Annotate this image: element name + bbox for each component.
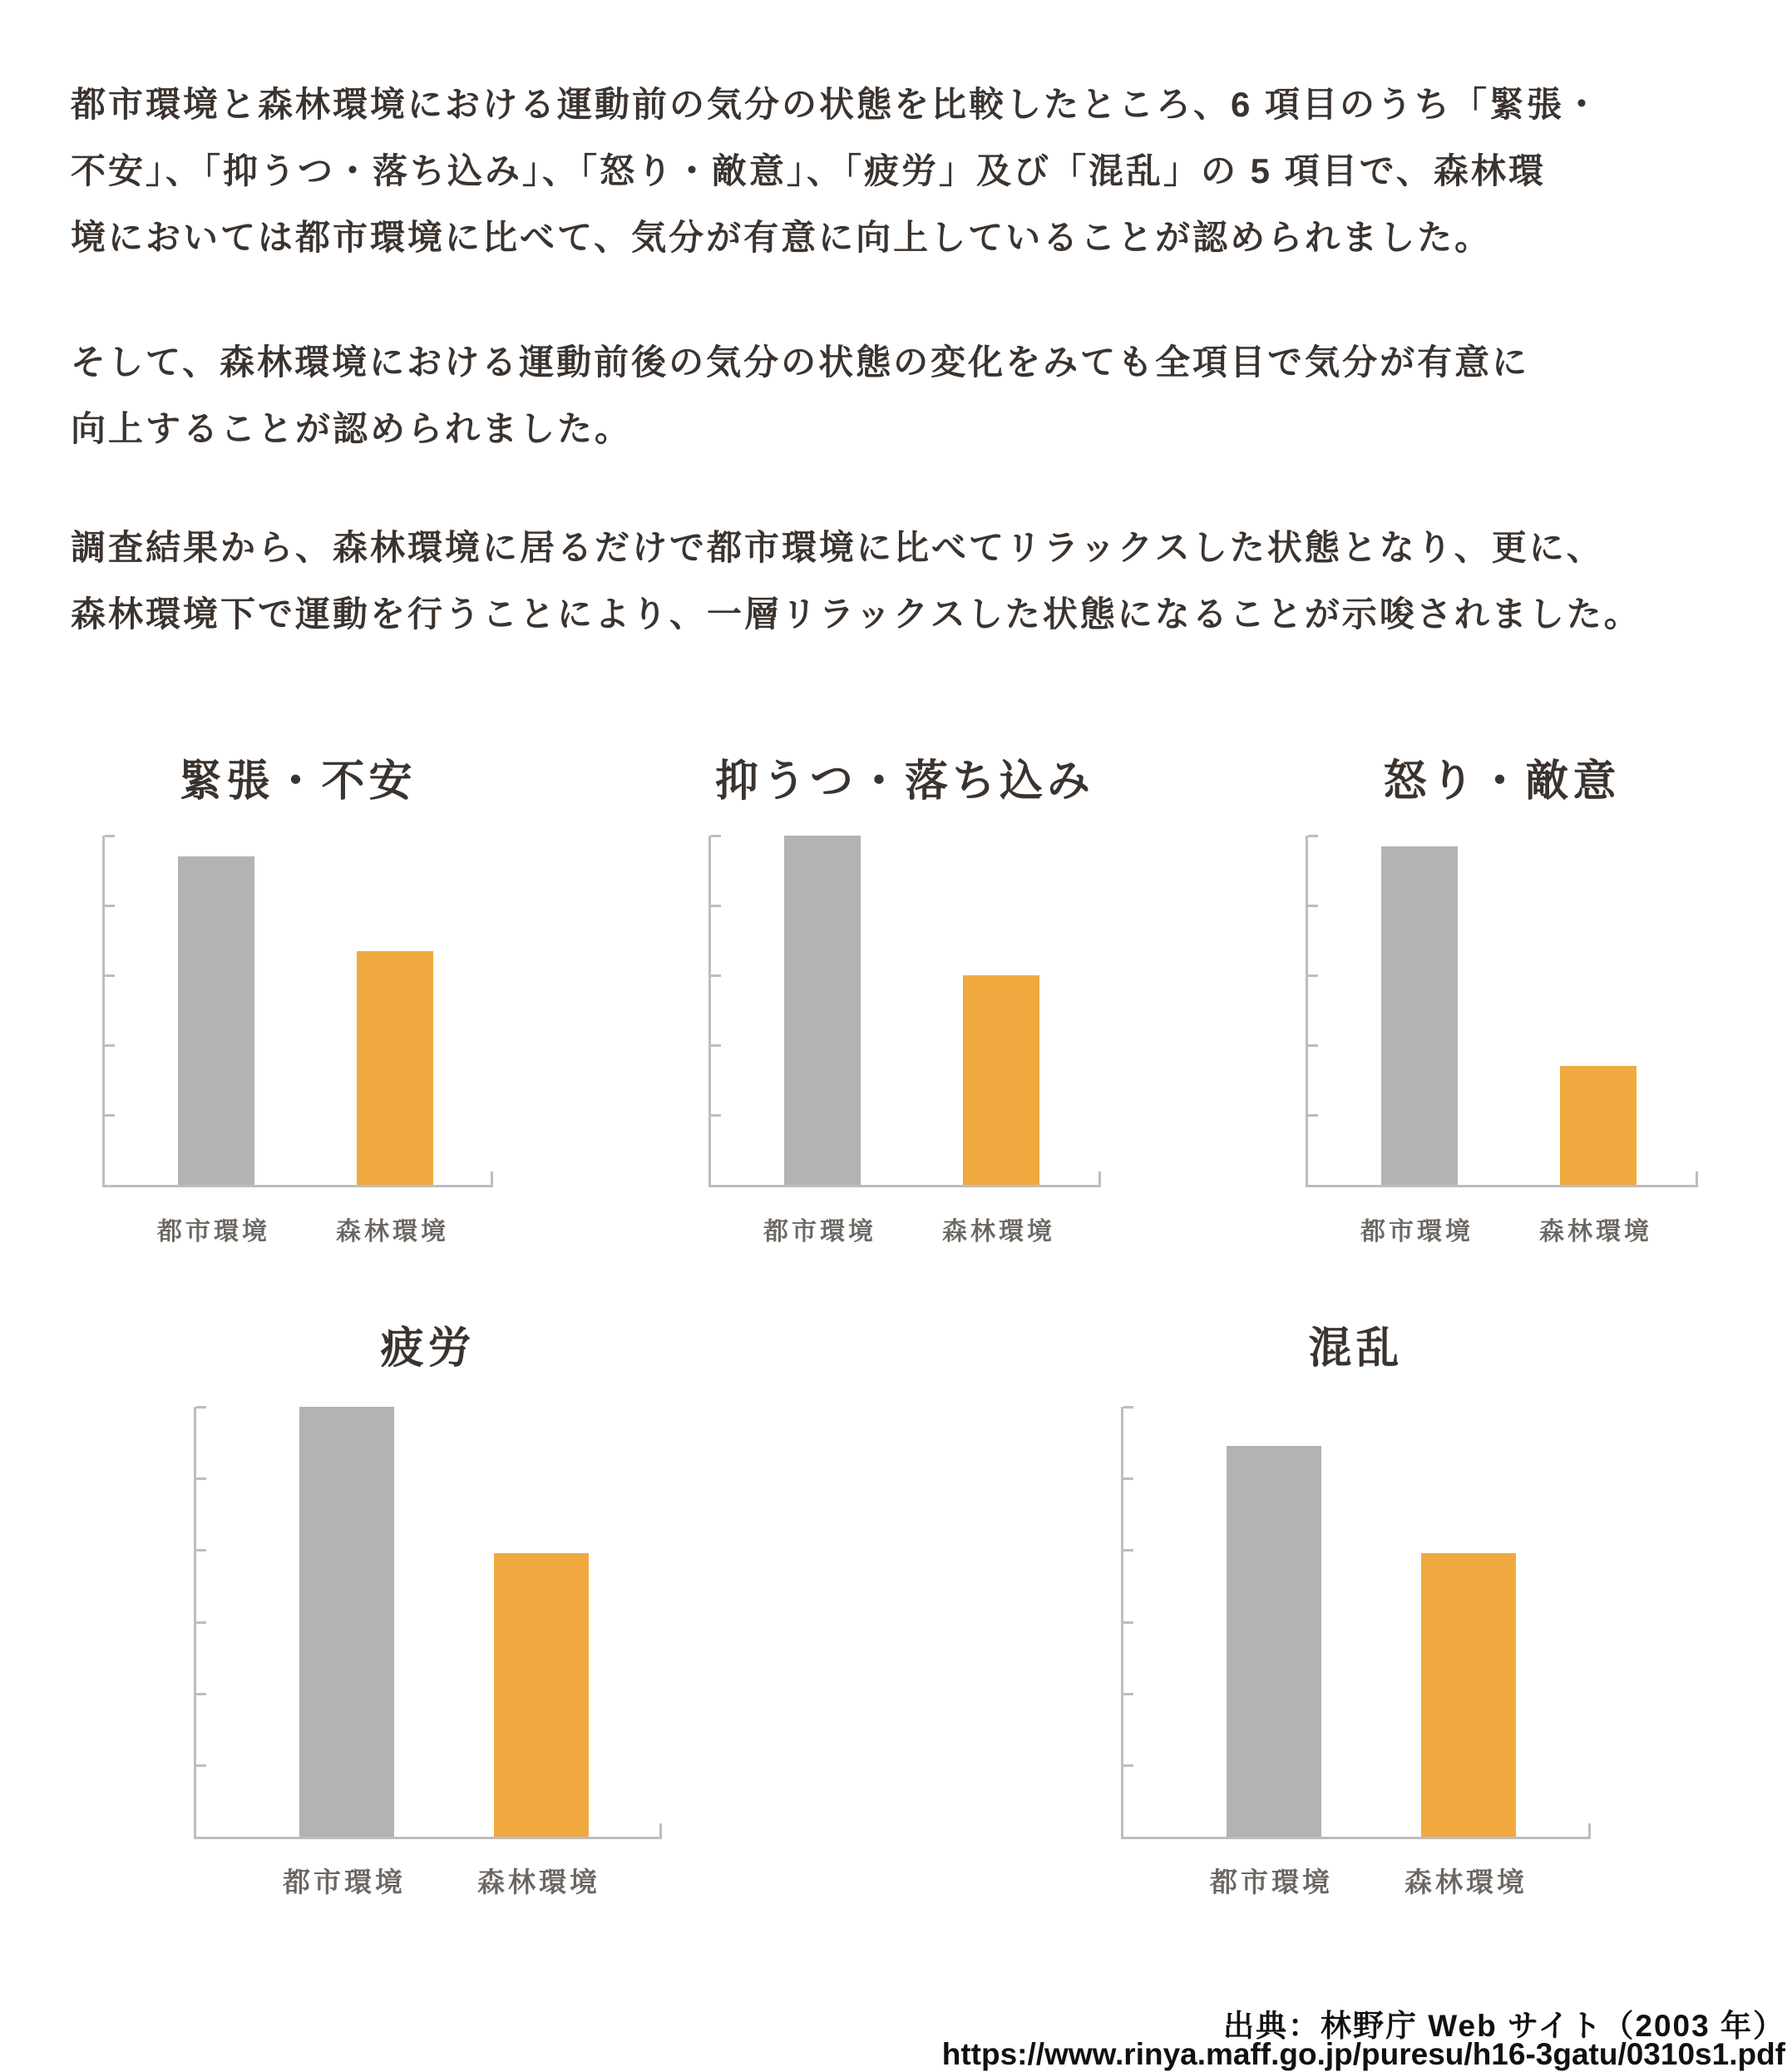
- x-label-urban: 都市環境: [763, 1218, 876, 1246]
- x-label-urban: 都市環境: [157, 1218, 270, 1246]
- y-axis-tick: [1123, 1406, 1133, 1408]
- y-axis-tick: [105, 974, 115, 977]
- bar-forest: [1421, 1553, 1516, 1837]
- bar-forest: [963, 975, 1039, 1185]
- x-label-urban: 都市環境: [283, 1867, 406, 1897]
- x-axis-labels: [194, 1839, 662, 1897]
- paragraph-line: 都市環境と森林環境における運動前の気分の状態を比較したところ、6 項目のうち「緊張・: [71, 85, 1602, 124]
- body-paragraph-2: [71, 329, 1529, 462]
- x-label-forest: 森林環境: [477, 1867, 600, 1897]
- y-axis-tick: [196, 1478, 206, 1480]
- x-label-urban: 都市環境: [1360, 1218, 1474, 1246]
- y-axis-tick: [711, 1044, 721, 1047]
- chart-title: 怒り・敵意: [1383, 757, 1621, 806]
- chart-confusion: [1121, 1324, 1591, 1897]
- chart-plot: [102, 836, 493, 1187]
- bar-urban: [178, 856, 254, 1185]
- bar-urban: [784, 836, 861, 1185]
- y-axis-tick: [1308, 835, 1318, 837]
- y-axis-tick: [1123, 1549, 1133, 1552]
- paragraph-line: 森林環境下で運動を行うことにより、一層リラックスした状態になることが示唆されました。: [71, 594, 1641, 634]
- source-url: https://www.rinya.maff.go.jp/puresu/h16-3gatu/0310s1.pdf: [941, 2037, 1785, 2071]
- bar-forest: [357, 951, 433, 1185]
- chart-title: 抑うつ・落ち込み: [714, 757, 1094, 806]
- y-axis-tick: [1123, 1621, 1133, 1624]
- y-axis-tick: [1123, 1764, 1133, 1767]
- y-axis-tick: [711, 974, 721, 977]
- y-axis-tick: [196, 1693, 206, 1695]
- chart-title: 緊張・不安: [179, 757, 417, 806]
- chart-plot: [708, 836, 1101, 1187]
- y-axis-tick: [105, 905, 115, 907]
- chart-tension-anxiety: [102, 757, 493, 1246]
- paragraph-line: 境においては都市環境に比べて、気分が有意に向上していることが認められました。: [71, 218, 1493, 257]
- x-label-forest: 森林環境: [1539, 1218, 1652, 1246]
- chart-fatigue: [194, 1324, 662, 1897]
- chart-title: 混乱: [1308, 1325, 1404, 1373]
- chart-plot: [1121, 1407, 1591, 1839]
- x-axis-labels: [1121, 1839, 1591, 1897]
- chart-plot: [1306, 836, 1698, 1187]
- y-axis-tick: [711, 905, 721, 907]
- paragraph-line: そして、森林環境における運動前後の気分の状態の変化をみても全項目で気分が有意に: [71, 343, 1530, 382]
- body-paragraph-3: [71, 515, 1641, 648]
- x-label-forest: 森林環境: [336, 1218, 449, 1246]
- y-axis-tick: [1308, 974, 1318, 977]
- y-axis-tick: [196, 1406, 206, 1408]
- y-axis-tick: [711, 1114, 721, 1117]
- y-axis-tick: [1123, 1693, 1133, 1695]
- y-axis-tick: [105, 1044, 115, 1047]
- bar-urban: [299, 1407, 394, 1837]
- paragraph-line: 不安」、「抑うつ・落ち込み」、「怒り・敵意」、「疲労」及び「混乱」の 5 項目で、森林環: [71, 151, 1546, 190]
- chart-depression: [708, 757, 1101, 1246]
- x-label-forest: 森林環境: [942, 1218, 1055, 1246]
- chart-anger-hostility: [1306, 757, 1698, 1246]
- y-axis-tick: [196, 1549, 206, 1552]
- bar-forest: [494, 1553, 589, 1837]
- y-axis-tick: [1308, 905, 1318, 907]
- y-axis-tick: [105, 835, 115, 837]
- x-axis-labels: [1306, 1187, 1698, 1246]
- y-axis-tick: [1308, 1114, 1318, 1117]
- body-paragraph-1: [71, 72, 1602, 271]
- y-axis-tick: [196, 1621, 206, 1624]
- y-axis-tick: [105, 1114, 115, 1117]
- y-axis-tick: [196, 1764, 206, 1767]
- bar-urban: [1381, 846, 1458, 1185]
- chart-title: 疲労: [380, 1325, 476, 1373]
- bar-urban: [1227, 1446, 1321, 1837]
- paragraph-line: 向上することが認められました。: [71, 409, 633, 448]
- x-label-urban: 都市環境: [1210, 1867, 1333, 1897]
- x-axis-labels: [102, 1187, 493, 1246]
- x-label-forest: 森林環境: [1404, 1867, 1528, 1897]
- paragraph-line: 調査結果から、森林環境に居るだけで都市環境に比べてリラックスした状態となり、更に、: [71, 528, 1604, 567]
- x-axis-labels: [708, 1187, 1101, 1246]
- y-axis-tick: [711, 835, 721, 837]
- y-axis-tick: [1308, 1044, 1318, 1047]
- source-credit: 出典：林野庁 Web サイト（2003 年）: [1223, 2009, 1785, 2043]
- y-axis-tick: [1123, 1478, 1133, 1480]
- bar-forest: [1560, 1066, 1636, 1185]
- chart-plot: [194, 1407, 662, 1839]
